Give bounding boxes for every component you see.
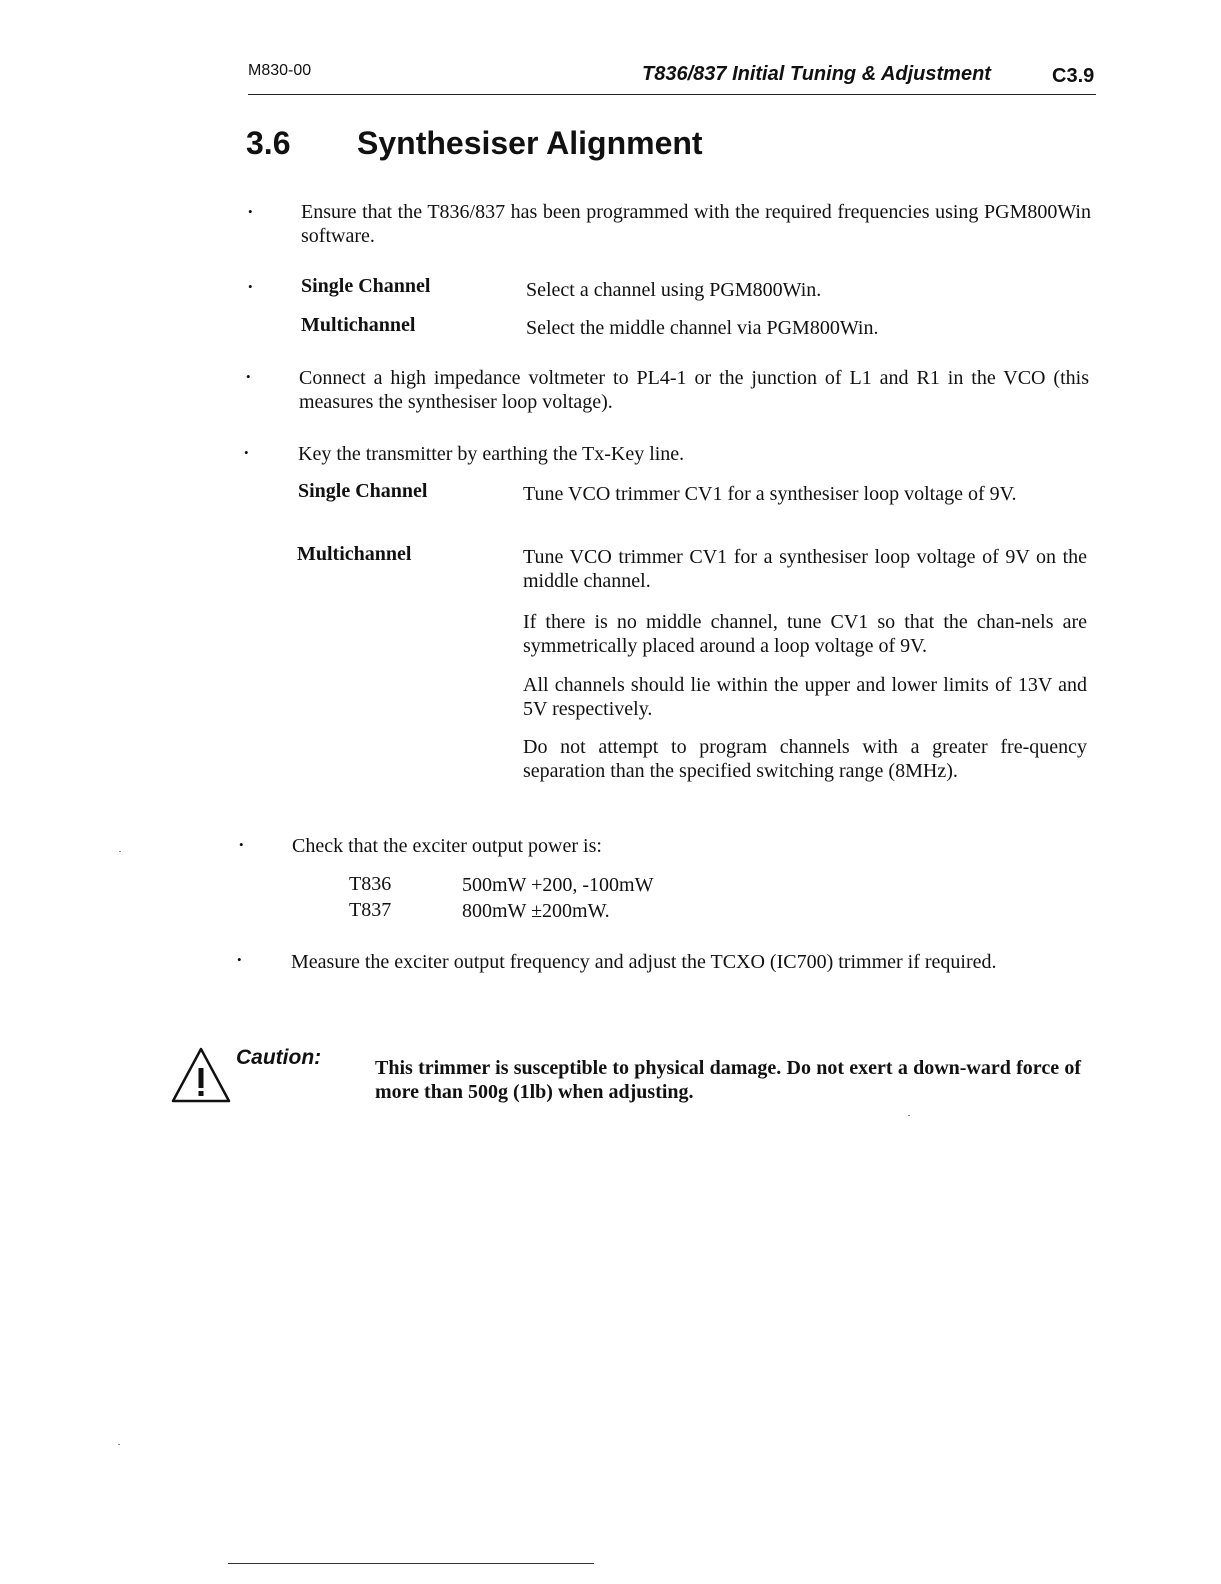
bullet: •	[248, 204, 253, 219]
scan-speck	[908, 1115, 910, 1116]
label-single-channel: Single Channel	[301, 275, 431, 297]
header-page-number: C3.9	[1052, 65, 1095, 87]
bullet: •	[239, 837, 244, 852]
warning-triangle-icon	[170, 1046, 232, 1104]
label-single-channel: Single Channel	[298, 480, 428, 502]
power-value: 800mW ±200mW.	[462, 900, 610, 922]
bullet: •	[248, 279, 253, 294]
scan-speck	[118, 1444, 120, 1445]
header-doc-code: M830-00	[248, 62, 312, 79]
header-title: T836/837 Initial Tuning & Adjustment	[642, 63, 991, 85]
desc-multichannel-symmetric: If there is no middle channel, tune CV1 so that the chan-nels are symmetrically placed around a loop voltage of 9V.	[523, 611, 1087, 657]
power-value: 500mW +200, -100mW	[462, 874, 654, 896]
power-model: T836	[349, 873, 392, 895]
section-title: Synthesiser Alignment	[357, 125, 703, 161]
caution-text: This trimmer is susceptible to physical damage. Do not exert a down-ward force of more than 500g (1lb) when adjusting.	[375, 1057, 1081, 1103]
caution-label: Caution:	[236, 1046, 322, 1069]
power-model: T837	[349, 899, 392, 921]
desc-multichannel-separation: Do not attempt to program channels with a greater fre-quency separation than the specified switching range (8MHz).	[523, 736, 1087, 782]
desc-multichannel-limits: All channels should lie within the upper and lower limits of 13V and 5V respectively.	[523, 674, 1087, 720]
section-number: 3.6	[246, 125, 291, 161]
desc-single-channel: Select a channel using PGM800Win.	[526, 279, 822, 301]
desc-multichannel-tune: Tune VCO trimmer CV1 for a synthesiser loop voltage of 9V on the middle channel.	[523, 546, 1087, 592]
desc-multichannel: Select the middle channel via PGM800Win.	[526, 317, 879, 339]
label-multichannel: Multichannel	[297, 543, 412, 565]
footer-divider	[228, 1563, 594, 1564]
label-multichannel: Multichannel	[301, 314, 416, 336]
step-measure-frequency: Measure the exciter output frequency and adjust the TCXO (IC700) trimmer if required.	[291, 951, 997, 973]
bullet: •	[237, 952, 242, 967]
step-ensure-programmed: Ensure that the T836/837 has been programmed with the required frequencies using PGM800Win software.	[301, 201, 1091, 247]
bullet: •	[244, 445, 249, 460]
bullet: •	[246, 369, 251, 384]
header-divider	[248, 94, 1096, 95]
scan-speck	[119, 851, 121, 852]
desc-single-channel-tune: Tune VCO trimmer CV1 for a synthesiser loop voltage of 9V.	[523, 483, 1017, 505]
step-connect-voltmeter: Connect a high impedance voltmeter to PL4-1 or the junction of L1 and R1 in the VCO (this measures the synthesiser loop voltage).	[299, 367, 1089, 413]
step-check-exciter-power: Check that the exciter output power is:	[292, 835, 602, 857]
step-key-transmitter: Key the transmitter by earthing the Tx-Key line.	[298, 443, 685, 465]
